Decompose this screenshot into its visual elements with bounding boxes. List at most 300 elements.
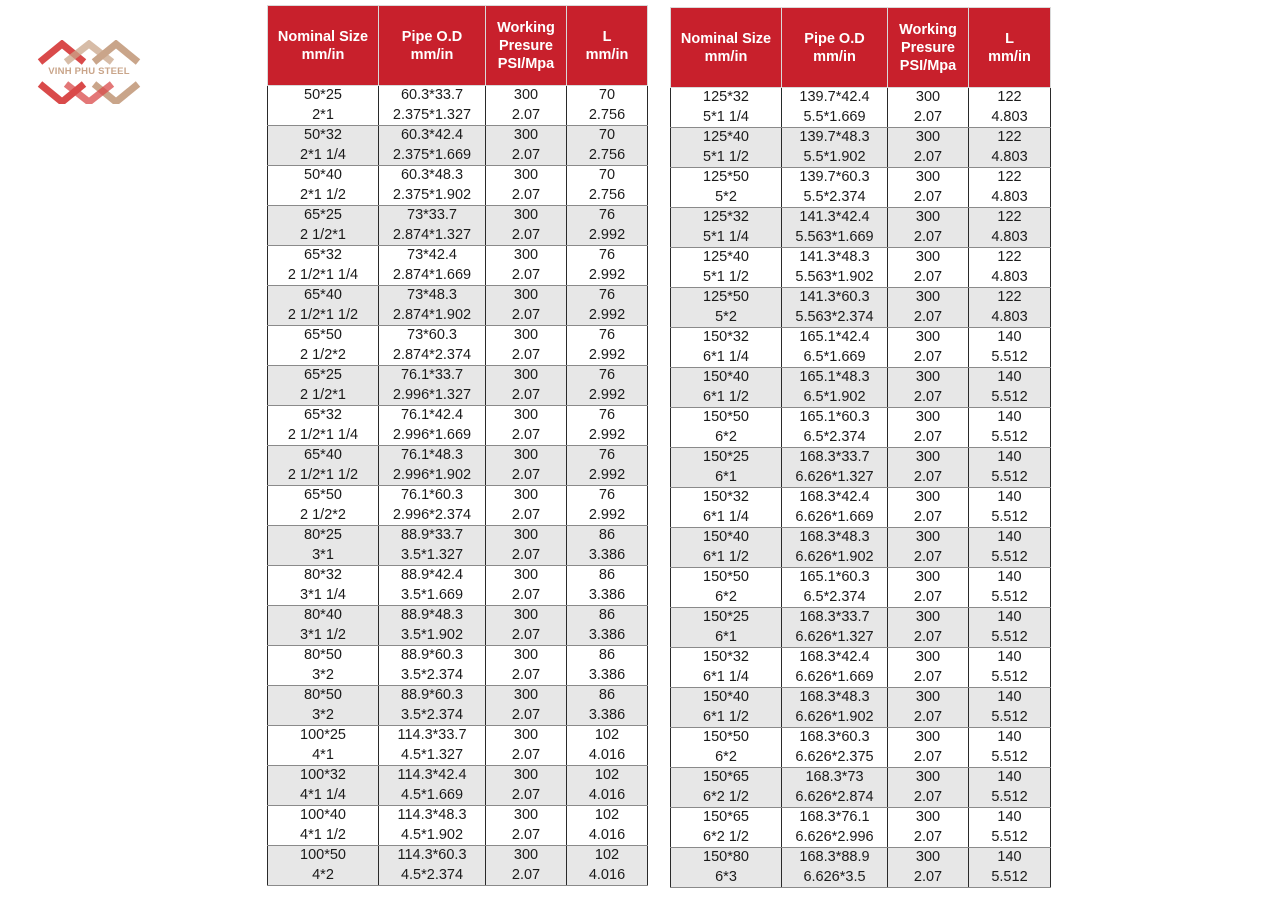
metric-value: 300 <box>513 847 539 863</box>
imperial-value: 2.992 <box>588 226 626 243</box>
metric-value: 300 <box>915 129 941 145</box>
metric-value: 88.9*60.3 <box>400 687 464 703</box>
imperial-value: 6.626*1.327 <box>795 628 874 645</box>
imperial-value: 2.07 <box>511 586 541 603</box>
cell-length <box>567 766 648 806</box>
cell-working-pressure <box>888 288 969 328</box>
metric-value: 70 <box>598 167 616 183</box>
cell-working-pressure <box>486 726 567 766</box>
cell-nominal-size <box>671 288 782 328</box>
cell-working-pressure <box>888 648 969 688</box>
imperial-value: 2.992 <box>588 266 626 283</box>
metric-value: 76 <box>598 447 616 463</box>
metric-value: 86 <box>598 567 616 583</box>
imperial-value: 4*2 <box>312 866 334 883</box>
table-row <box>268 406 648 446</box>
table-row <box>268 366 648 406</box>
imperial-value: 4*1 1/4 <box>300 786 346 803</box>
metric-value: 102 <box>594 847 620 863</box>
table-row <box>268 606 648 646</box>
metric-value: 86 <box>598 607 616 623</box>
imperial-value: 5.5*1.669 <box>803 108 866 125</box>
table-row <box>268 246 648 286</box>
imperial-value: 2 1/2*1 1/2 <box>287 306 359 323</box>
metric-value: 141.3*42.4 <box>799 209 870 225</box>
metric-value: 140 <box>997 369 1022 385</box>
imperial-value: 5.512 <box>991 868 1028 885</box>
cell-nominal-size <box>671 168 782 208</box>
imperial-value: 2.07 <box>511 866 541 883</box>
cell-working-pressure <box>888 208 969 248</box>
header-pipe-od: Pipe O.D mm/in <box>379 6 486 86</box>
header-pipe-od: Pipe O.D mm/in <box>782 8 888 88</box>
cell-length <box>567 806 648 846</box>
table-row <box>671 368 1051 408</box>
metric-value: 125*32 <box>703 89 749 105</box>
cell-working-pressure <box>486 166 567 206</box>
metric-value: 65*32 <box>304 407 342 423</box>
metric-value: 140 <box>997 809 1022 825</box>
imperial-value: 2.07 <box>913 428 943 445</box>
imperial-value: 2.07 <box>913 628 943 645</box>
imperial-value: 4*1 <box>312 746 334 763</box>
table-row <box>268 846 648 886</box>
metric-value: 114.3*60.3 <box>397 847 467 863</box>
metric-value: 300 <box>915 649 941 665</box>
cell-working-pressure <box>486 286 567 326</box>
cell-nominal-size <box>268 86 379 126</box>
imperial-value: 2.874*2.374 <box>392 346 472 363</box>
header-nominal-size: Nominal Size mm/in <box>268 6 379 86</box>
header-working-pressure: Working Presure PSI/Mpa <box>888 8 969 88</box>
cell-working-pressure <box>888 168 969 208</box>
cell-nominal-size <box>671 368 782 408</box>
table-row <box>671 208 1051 248</box>
imperial-value: 2.07 <box>913 828 943 845</box>
imperial-value: 5.512 <box>991 348 1028 365</box>
metric-value: 122 <box>997 89 1022 105</box>
cell-length <box>969 208 1051 248</box>
imperial-value: 2 1/2*2 <box>300 506 346 523</box>
cell-pipe-od <box>379 646 486 686</box>
cell-length <box>969 368 1051 408</box>
cell-pipe-od <box>782 448 888 488</box>
imperial-value: 6.626*2.375 <box>795 748 874 765</box>
metric-value: 140 <box>997 609 1022 625</box>
imperial-value: 2.07 <box>511 746 541 763</box>
cell-pipe-od <box>379 566 486 606</box>
metric-value: 140 <box>997 849 1022 865</box>
table-row <box>671 688 1051 728</box>
imperial-value: 2.874*1.902 <box>392 306 472 323</box>
imperial-value: 6.626*1.669 <box>795 508 874 525</box>
cell-nominal-size <box>671 568 782 608</box>
imperial-value: 2*1 <box>312 106 334 123</box>
imperial-value: 2.07 <box>511 466 541 483</box>
metric-value: 102 <box>594 767 620 783</box>
metric-value: 300 <box>513 87 539 103</box>
cell-length <box>567 726 648 766</box>
metric-value: 150*32 <box>703 329 749 345</box>
cell-nominal-size <box>671 448 782 488</box>
metric-value: 76 <box>598 327 616 343</box>
imperial-value: 2.07 <box>913 708 943 725</box>
cell-working-pressure <box>486 366 567 406</box>
imperial-value: 2.07 <box>511 386 541 403</box>
cell-length <box>567 286 648 326</box>
metric-value: 76.1*42.4 <box>400 407 464 423</box>
cell-nominal-size <box>671 528 782 568</box>
metric-value: 65*50 <box>304 327 342 343</box>
metric-value: 168.3*33.7 <box>799 449 870 465</box>
table-body <box>671 88 1051 888</box>
table-row <box>268 206 648 246</box>
imperial-value: 6*2 1/2 <box>703 828 749 845</box>
metric-value: 76 <box>598 487 616 503</box>
logo-wordmark: VINH PHU STEEL <box>36 66 142 77</box>
table-row <box>268 726 648 766</box>
metric-value: 88.9*33.7 <box>400 527 464 543</box>
metric-value: 125*50 <box>703 289 749 305</box>
cell-length <box>969 568 1051 608</box>
cell-working-pressure <box>486 526 567 566</box>
metric-value: 141.3*60.3 <box>799 289 870 305</box>
cell-pipe-od <box>782 528 888 568</box>
imperial-value: 2.992 <box>588 306 626 323</box>
cell-length <box>567 646 648 686</box>
cell-working-pressure <box>486 846 567 886</box>
metric-value: 141.3*48.3 <box>799 249 870 265</box>
imperial-value: 2.07 <box>913 588 943 605</box>
cell-pipe-od <box>379 806 486 846</box>
cell-nominal-size <box>671 808 782 848</box>
metric-value: 165.1*42.4 <box>799 329 870 345</box>
imperial-value: 2.07 <box>511 426 541 443</box>
imperial-value: 3*1 1/4 <box>300 586 346 603</box>
cell-pipe-od <box>379 86 486 126</box>
imperial-value: 5.512 <box>991 748 1028 765</box>
metric-value: 300 <box>915 289 941 305</box>
cell-length <box>567 206 648 246</box>
imperial-value: 2.07 <box>511 666 541 683</box>
imperial-value: 2.07 <box>511 626 541 643</box>
cell-working-pressure <box>888 528 969 568</box>
metric-value: 73*42.4 <box>407 247 457 263</box>
metric-value: 300 <box>915 729 941 745</box>
imperial-value: 2 1/2*1 <box>300 226 346 243</box>
cell-working-pressure <box>888 848 969 888</box>
metric-value: 300 <box>513 607 539 623</box>
imperial-value: 4.016 <box>588 826 626 843</box>
cell-working-pressure <box>888 688 969 728</box>
cell-nominal-size <box>268 646 379 686</box>
metric-value: 122 <box>997 209 1022 225</box>
metric-value: 300 <box>513 767 539 783</box>
imperial-value: 5*1 1/4 <box>703 228 749 245</box>
metric-value: 73*60.3 <box>407 327 457 343</box>
imperial-value: 2.07 <box>913 788 943 805</box>
metric-value: 150*40 <box>703 529 749 545</box>
imperial-value: 6*1 <box>715 468 737 485</box>
imperial-value: 6.626*1.669 <box>795 668 874 685</box>
cell-pipe-od <box>782 808 888 848</box>
imperial-value: 2.756 <box>588 186 626 203</box>
cell-nominal-size <box>268 246 379 286</box>
imperial-value: 3.386 <box>588 706 626 723</box>
metric-value: 60.3*48.3 <box>400 167 464 183</box>
metric-value: 114.3*48.3 <box>397 807 467 823</box>
metric-value: 122 <box>997 169 1022 185</box>
metric-value: 300 <box>513 487 539 503</box>
imperial-value: 6.626*2.874 <box>795 788 874 805</box>
metric-value: 150*25 <box>703 609 749 625</box>
metric-value: 76.1*48.3 <box>400 447 464 463</box>
metric-value: 300 <box>915 89 941 105</box>
cell-nominal-size <box>268 686 379 726</box>
imperial-value: 6*2 1/2 <box>703 788 749 805</box>
metric-value: 76 <box>598 287 616 303</box>
imperial-value: 5.512 <box>991 468 1028 485</box>
cell-pipe-od <box>782 368 888 408</box>
metric-value: 150*32 <box>703 489 749 505</box>
metric-value: 165.1*60.3 <box>799 569 870 585</box>
cell-working-pressure <box>486 606 567 646</box>
imperial-value: 4.803 <box>991 148 1028 165</box>
table-row <box>671 568 1051 608</box>
table-row <box>671 728 1051 768</box>
imperial-value: 2.756 <box>588 146 626 163</box>
cell-nominal-size <box>671 208 782 248</box>
metric-value: 140 <box>997 569 1022 585</box>
metric-value: 300 <box>915 329 941 345</box>
imperial-value: 2.992 <box>588 426 626 443</box>
imperial-value: 6.5*1.902 <box>803 388 866 405</box>
metric-value: 150*50 <box>703 569 749 585</box>
metric-value: 300 <box>513 647 539 663</box>
metric-value: 65*25 <box>304 207 342 223</box>
cell-pipe-od <box>782 168 888 208</box>
imperial-value: 5.512 <box>991 708 1028 725</box>
table-row <box>671 608 1051 648</box>
cell-working-pressure <box>486 806 567 846</box>
cell-pipe-od <box>379 846 486 886</box>
cell-nominal-size <box>268 366 379 406</box>
imperial-value: 6*1 1/2 <box>703 548 749 565</box>
metric-value: 50*25 <box>304 87 342 103</box>
metric-value: 86 <box>598 687 616 703</box>
imperial-value: 2.996*1.327 <box>392 386 472 403</box>
cell-working-pressure <box>486 206 567 246</box>
metric-value: 76 <box>598 207 616 223</box>
metric-value: 102 <box>594 807 620 823</box>
cell-length <box>567 406 648 446</box>
cell-working-pressure <box>888 768 969 808</box>
metric-value: 165.1*48.3 <box>799 369 870 385</box>
cell-nominal-size <box>268 526 379 566</box>
imperial-value: 2.874*1.669 <box>392 266 472 283</box>
metric-value: 300 <box>915 369 941 385</box>
cell-pipe-od <box>782 328 888 368</box>
table-row <box>671 168 1051 208</box>
header-length: L mm/in <box>567 6 648 86</box>
cell-length <box>969 528 1051 568</box>
metric-value: 150*50 <box>703 729 749 745</box>
imperial-value: 2.996*2.374 <box>392 506 472 523</box>
metric-value: 300 <box>915 769 941 785</box>
imperial-value: 3*1 1/2 <box>300 626 346 643</box>
imperial-value: 5*1 1/4 <box>703 108 749 125</box>
imperial-value: 2.992 <box>588 346 626 363</box>
imperial-value: 2.07 <box>511 266 541 283</box>
metric-value: 168.3*48.3 <box>799 689 870 705</box>
metric-value: 125*40 <box>703 129 749 145</box>
imperial-value: 2 1/2*1 <box>300 386 346 403</box>
cell-length <box>969 168 1051 208</box>
cell-length <box>969 448 1051 488</box>
cell-length <box>969 688 1051 728</box>
metric-value: 140 <box>997 689 1022 705</box>
cell-length <box>567 846 648 886</box>
imperial-value: 5.512 <box>991 388 1028 405</box>
metric-value: 150*40 <box>703 369 749 385</box>
metric-value: 140 <box>997 649 1022 665</box>
metric-value: 50*40 <box>304 167 342 183</box>
cell-length <box>969 88 1051 128</box>
cell-working-pressure <box>486 646 567 686</box>
metric-value: 65*25 <box>304 367 342 383</box>
cell-pipe-od <box>782 608 888 648</box>
table-header-row <box>268 6 648 86</box>
table-row <box>268 686 648 726</box>
table-header-row <box>671 8 1051 88</box>
metric-value: 88.9*48.3 <box>400 607 464 623</box>
cell-pipe-od <box>379 686 486 726</box>
metric-value: 73*48.3 <box>407 287 457 303</box>
imperial-value: 2.07 <box>511 506 541 523</box>
imperial-value: 2.07 <box>913 148 943 165</box>
cell-nominal-size <box>268 206 379 246</box>
imperial-value: 2.07 <box>913 268 943 285</box>
metric-value: 300 <box>513 327 539 343</box>
table-row <box>671 488 1051 528</box>
metric-value: 300 <box>513 807 539 823</box>
cell-pipe-od <box>782 88 888 128</box>
table-row <box>268 566 648 606</box>
metric-value: 300 <box>915 489 941 505</box>
cell-length <box>567 166 648 206</box>
cell-length <box>969 808 1051 848</box>
table-row <box>268 326 648 366</box>
metric-value: 100*50 <box>300 847 346 863</box>
imperial-value: 4.803 <box>991 108 1028 125</box>
cell-nominal-size <box>268 846 379 886</box>
cell-working-pressure <box>486 326 567 366</box>
imperial-value: 5*2 <box>715 188 737 205</box>
metric-value: 140 <box>997 729 1022 745</box>
metric-value: 100*32 <box>300 767 346 783</box>
imperial-value: 2.07 <box>913 868 943 885</box>
metric-value: 300 <box>513 447 539 463</box>
imperial-value: 6*2 <box>715 588 737 605</box>
cell-length <box>567 526 648 566</box>
imperial-value: 3.386 <box>588 586 626 603</box>
cell-nominal-size <box>268 606 379 646</box>
imperial-value: 6.626*1.327 <box>795 468 874 485</box>
specification-table-right <box>670 7 1051 888</box>
cell-length <box>969 848 1051 888</box>
imperial-value: 6.626*2.996 <box>795 828 874 845</box>
cell-working-pressure <box>486 86 567 126</box>
metric-value: 150*40 <box>703 689 749 705</box>
imperial-value: 2.375*1.902 <box>392 186 472 203</box>
imperial-value: 3*2 <box>312 666 334 683</box>
metric-value: 150*65 <box>703 809 749 825</box>
imperial-value: 3.5*2.374 <box>400 706 464 723</box>
cell-pipe-od <box>379 446 486 486</box>
cell-working-pressure <box>486 686 567 726</box>
cell-length <box>969 288 1051 328</box>
imperial-value: 2 1/2*2 <box>300 346 346 363</box>
metric-value: 114.3*33.7 <box>397 727 467 743</box>
cell-pipe-od <box>379 606 486 646</box>
imperial-value: 4.803 <box>991 228 1028 245</box>
metric-value: 300 <box>513 687 539 703</box>
cell-pipe-od <box>379 406 486 446</box>
imperial-value: 4.016 <box>588 866 626 883</box>
metric-value: 150*80 <box>703 849 749 865</box>
imperial-value: 6.626*1.902 <box>795 548 874 565</box>
imperial-value: 3*1 <box>312 546 334 563</box>
cell-nominal-size <box>268 446 379 486</box>
metric-value: 80*50 <box>304 687 342 703</box>
metric-value: 50*32 <box>304 127 342 143</box>
imperial-value: 3.386 <box>588 626 626 643</box>
cell-pipe-od <box>379 206 486 246</box>
imperial-value: 5.512 <box>991 548 1028 565</box>
imperial-value: 5.563*1.902 <box>795 268 874 285</box>
metric-value: 300 <box>513 407 539 423</box>
metric-value: 80*50 <box>304 647 342 663</box>
imperial-value: 3.5*1.327 <box>400 546 464 563</box>
cell-pipe-od <box>379 326 486 366</box>
metric-value: 70 <box>598 127 616 143</box>
metric-value: 76 <box>598 367 616 383</box>
cell-working-pressure <box>888 728 969 768</box>
table-row <box>268 526 648 566</box>
cell-working-pressure <box>486 246 567 286</box>
cell-nominal-size <box>671 768 782 808</box>
imperial-value: 6*1 1/4 <box>703 668 749 685</box>
imperial-value: 2.07 <box>913 748 943 765</box>
table-row <box>268 646 648 686</box>
metric-value: 140 <box>997 489 1022 505</box>
table-row <box>671 768 1051 808</box>
imperial-value: 3.5*1.902 <box>400 626 464 643</box>
cell-working-pressure <box>888 368 969 408</box>
metric-value: 140 <box>997 409 1022 425</box>
table-row <box>671 248 1051 288</box>
imperial-value: 2.07 <box>511 546 541 563</box>
metric-value: 139.7*60.3 <box>799 169 870 185</box>
cell-working-pressure <box>486 486 567 526</box>
table-row <box>671 808 1051 848</box>
metric-value: 300 <box>915 249 941 265</box>
cell-length <box>567 366 648 406</box>
imperial-value: 2.07 <box>913 468 943 485</box>
cell-nominal-size <box>268 566 379 606</box>
metric-value: 76.1*60.3 <box>400 487 464 503</box>
metric-value: 300 <box>513 207 539 223</box>
